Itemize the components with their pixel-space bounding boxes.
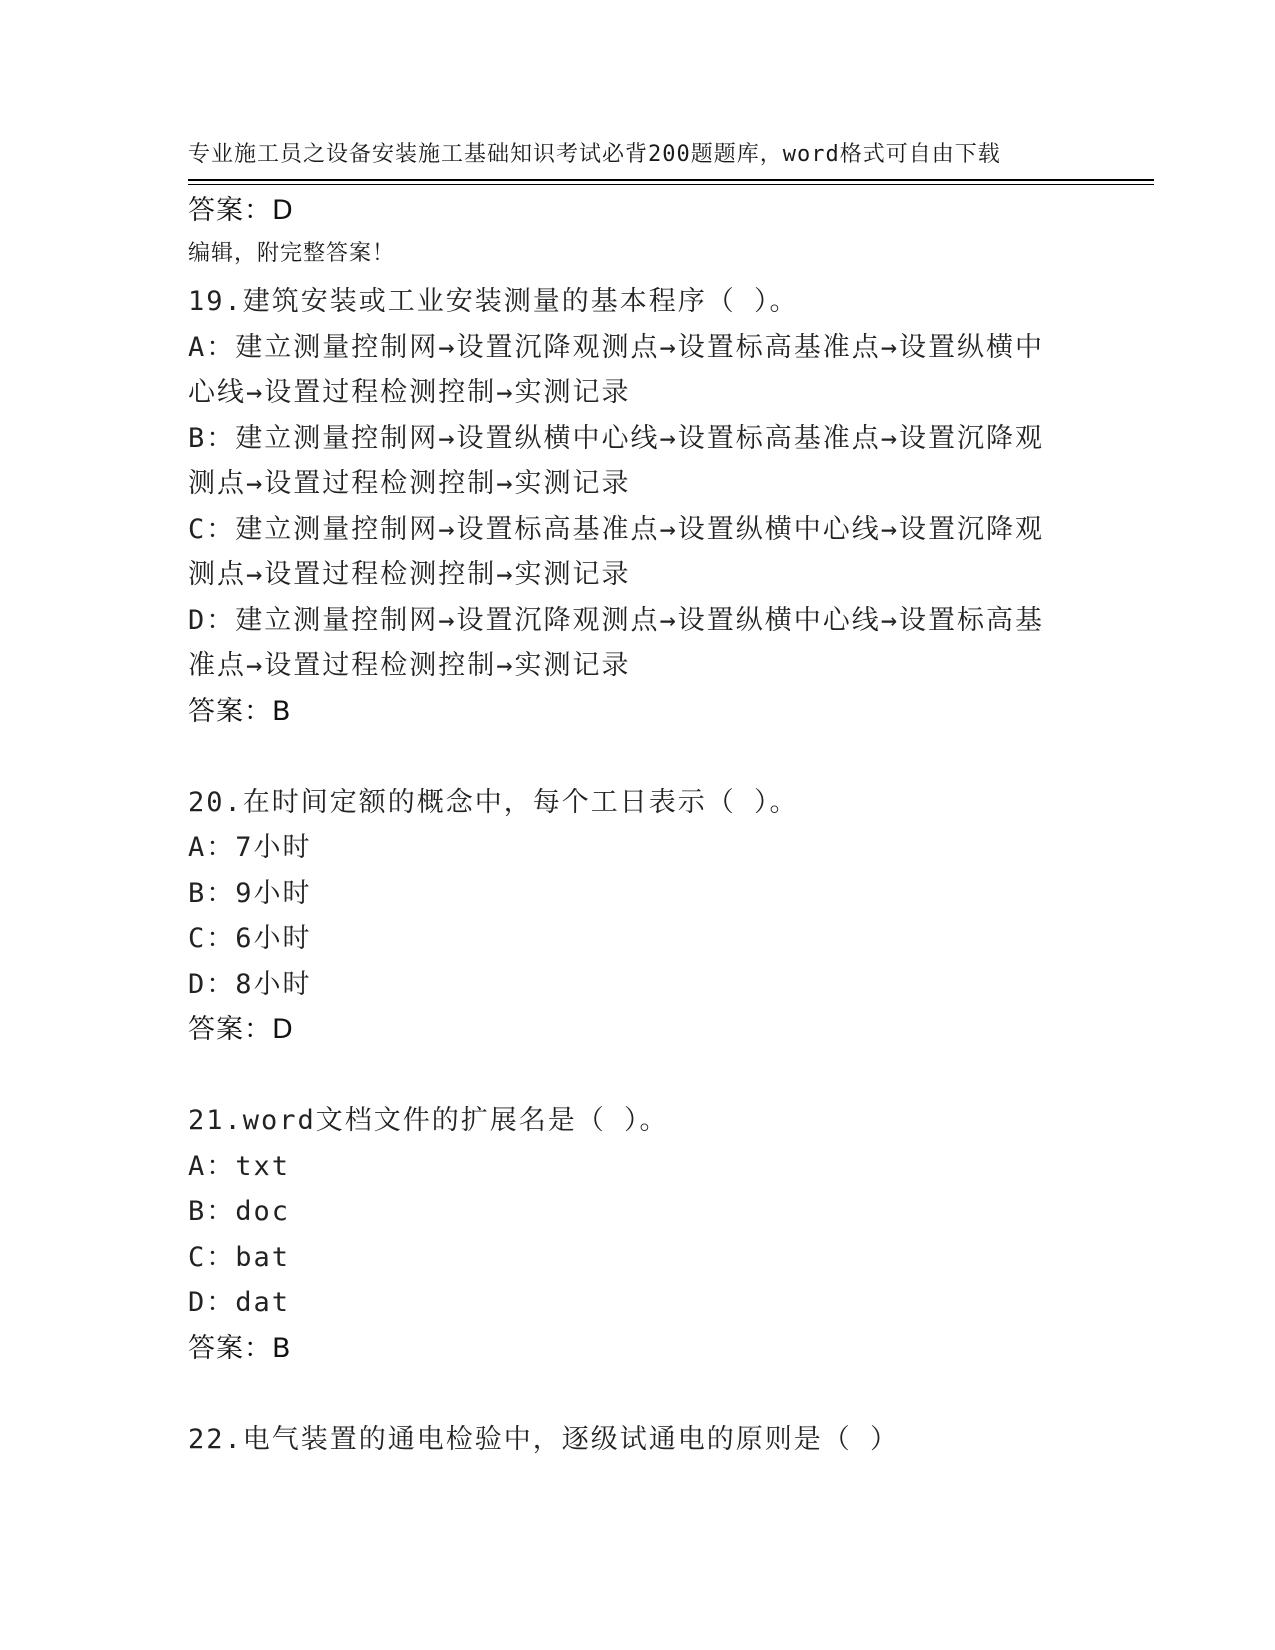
spacer (188, 234, 1088, 280)
spacer (188, 1371, 1088, 1417)
q19-option-b-line-1: B：建立测量控制网→设置纵横中心线→设置标高基准点→设置沉降观 (188, 422, 1045, 454)
q19-option-c-line-1: C：建立测量控制网→设置标高基准点→设置纵横中心线→设置沉降观 (188, 513, 1045, 545)
answer-previous: 答案：D (188, 195, 294, 226)
q21-option-a: A：txt (188, 1150, 291, 1182)
q19-option-a-line-2: 心线→设置过程检测控制→实测记录 (188, 377, 631, 408)
spacer (188, 1053, 1088, 1099)
document-body (188, 188, 1088, 1462)
q20-option-d: D：8小时 (188, 968, 312, 1000)
header-line-1: 专业施工员之设备安装施工基础知识考试必背200题题库，word格式可自由下载 (188, 142, 1001, 167)
q21-answer: 答案：B (188, 1332, 292, 1364)
q19-option-d-line-1: D：建立测量控制网→设置沉降观测点→设置纵横中心线→设置标高基 (188, 604, 1045, 636)
q19-option-c-line-2: 测点→设置过程检测控制→实测记录 (188, 559, 631, 590)
question-22: 22.电气装置的通电检验中，逐级试通电的原则是（ ） (188, 1423, 900, 1455)
header-line-2: 编辑，附完整答案！ (188, 241, 396, 266)
header-divider-thick (188, 179, 1154, 181)
q21-option-c: C：bat (188, 1241, 291, 1273)
q19-option-a-line-1: A：建立测量控制网→设置沉降观测点→设置标高基准点→设置纵横中 (188, 331, 1045, 363)
q19-option-d-line-2: 准点→设置过程检测控制→实测记录 (188, 650, 631, 681)
question-21: 21.word文档文件的扩展名是（ ）。 (188, 1105, 669, 1136)
q19-answer: 答案：B (188, 695, 292, 727)
q21-option-d: D：dat (188, 1287, 291, 1318)
q20-answer: 答案：D (188, 1014, 294, 1045)
q21-option-b: B：doc (188, 1196, 291, 1227)
q20-option-c: C：6小时 (188, 923, 312, 954)
q20-option-a: A：7小时 (188, 832, 312, 863)
question-19: 19.建筑安装或工业安装测量的基本程序（ ）。 (188, 286, 799, 317)
header-divider-thin (188, 184, 1154, 185)
question-20: 20.在时间定额的概念中，每个工日表示（ ）。 (188, 786, 799, 818)
q20-option-b: B：9小时 (188, 877, 312, 909)
spacer (188, 734, 1088, 780)
q19-option-b-line-2: 测点→设置过程检测控制→实测记录 (188, 468, 631, 499)
